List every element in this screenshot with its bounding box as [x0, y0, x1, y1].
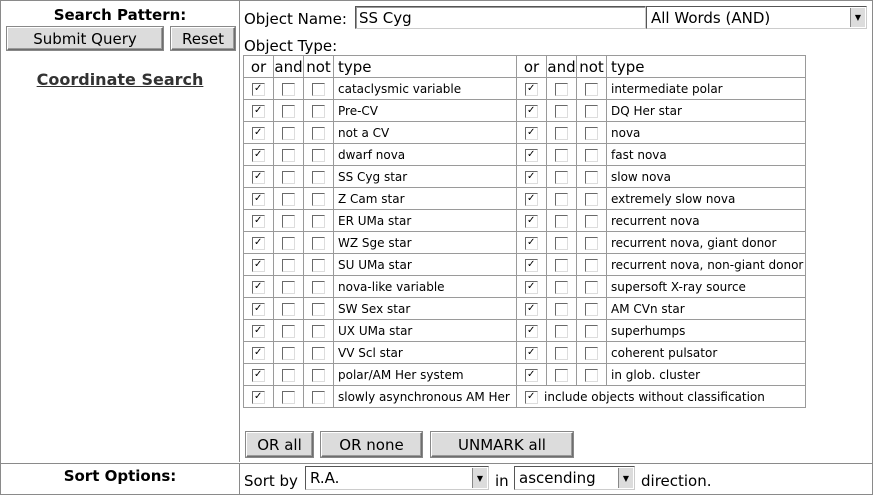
checked-checkbox[interactable]	[525, 303, 538, 316]
unchecked-checkbox[interactable]	[282, 281, 295, 294]
or-all-button[interactable]: OR all	[246, 432, 313, 457]
type-checkbox-cell	[517, 122, 547, 144]
checked-checkbox[interactable]	[252, 149, 265, 162]
unchecked-checkbox[interactable]	[312, 281, 325, 294]
header-not: not	[304, 56, 334, 78]
unchecked-checkbox[interactable]	[585, 105, 598, 118]
type-checkbox-cell	[577, 342, 607, 364]
unchecked-checkbox[interactable]	[585, 325, 598, 338]
unchecked-checkbox[interactable]	[312, 149, 325, 162]
unchecked-checkbox[interactable]	[312, 259, 325, 272]
sort-options-label-cell	[1, 464, 240, 495]
type-checkbox-cell	[274, 210, 304, 232]
type-name: Pre-CV	[334, 100, 517, 122]
header-not: not	[577, 56, 607, 78]
type-name: DQ Her star	[607, 100, 806, 122]
chevron-down-icon: ▼	[472, 468, 487, 488]
type-row	[244, 386, 806, 408]
type-checkbox-cell	[244, 100, 274, 122]
unchecked-checkbox[interactable]	[282, 259, 295, 272]
type-checkbox-cell	[304, 210, 334, 232]
checked-checkbox[interactable]	[252, 347, 265, 360]
checked-checkbox[interactable]	[525, 325, 538, 338]
type-checkbox-cell	[274, 342, 304, 364]
type-checkbox-cell	[577, 78, 607, 100]
unchecked-checkbox[interactable]	[555, 259, 568, 272]
unchecked-checkbox[interactable]	[555, 171, 568, 184]
unchecked-checkbox[interactable]	[555, 83, 568, 96]
checked-checkbox[interactable]	[252, 127, 265, 140]
object-type-label: Object Type:	[244, 37, 338, 55]
chevron-down-icon: ▼	[850, 8, 865, 27]
type-checkbox-cell	[274, 254, 304, 276]
type-name: nova-like variable	[334, 276, 517, 298]
type-checkbox-cell	[517, 254, 547, 276]
type-name: SU UMa star	[334, 254, 517, 276]
type-checkbox-cell	[547, 232, 577, 254]
checked-checkbox[interactable]	[525, 83, 538, 96]
unchecked-checkbox[interactable]	[282, 237, 295, 250]
type-checkbox-cell	[244, 144, 274, 166]
unchecked-checkbox[interactable]	[585, 347, 598, 360]
type-name: VV Scl star	[334, 342, 517, 364]
checked-checkbox[interactable]	[525, 237, 538, 250]
unmark-all-button[interactable]: UNMARK all	[431, 432, 573, 457]
unchecked-checkbox[interactable]	[555, 215, 568, 228]
type-checkbox-cell	[517, 320, 547, 342]
match-mode-value: All Words (AND)	[651, 8, 771, 27]
type-checkbox-cell	[274, 100, 304, 122]
type-checkbox-cell	[517, 100, 547, 122]
type-row	[244, 144, 806, 166]
type-checkbox-cell	[517, 78, 547, 100]
unchecked-checkbox[interactable]	[312, 237, 325, 250]
type-checkbox-cell	[547, 342, 577, 364]
checked-checkbox[interactable]	[525, 369, 538, 382]
unchecked-checkbox[interactable]	[282, 127, 295, 140]
type-checkbox-cell	[304, 100, 334, 122]
unchecked-checkbox[interactable]	[585, 193, 598, 206]
type-checkbox-cell	[244, 342, 274, 364]
unchecked-checkbox[interactable]	[282, 303, 295, 316]
type-checkbox-cell	[577, 298, 607, 320]
type-checkbox-cell	[244, 298, 274, 320]
type-checkbox-cell	[274, 298, 304, 320]
unchecked-checkbox[interactable]	[585, 171, 598, 184]
type-checkbox-cell	[274, 276, 304, 298]
type-checkbox-cell	[517, 298, 547, 320]
type-checkbox-cell	[547, 144, 577, 166]
type-checkbox-cell	[244, 320, 274, 342]
type-name: fast nova	[607, 144, 806, 166]
type-name: slowly asynchronous AM Her	[334, 386, 517, 408]
type-name: AM CVn star	[607, 298, 806, 320]
type-name: coherent pulsator	[607, 342, 806, 364]
or-none-button[interactable]: OR none	[321, 432, 422, 457]
type-checkbox-cell	[304, 144, 334, 166]
type-checkbox-cell	[577, 364, 607, 386]
type-checkbox-cell	[547, 166, 577, 188]
type-checkbox-cell	[577, 122, 607, 144]
header-or: or	[244, 56, 274, 78]
type-checkbox-cell	[517, 276, 547, 298]
unchecked-checkbox[interactable]	[312, 105, 325, 118]
unchecked-checkbox[interactable]	[282, 83, 295, 96]
type-row	[244, 364, 806, 386]
unchecked-checkbox[interactable]	[555, 281, 568, 294]
type-checkbox-cell	[547, 276, 577, 298]
checked-checkbox[interactable]	[252, 193, 265, 206]
type-checkbox-cell	[304, 166, 334, 188]
sort-order-value: ascending	[519, 469, 596, 487]
unchecked-checkbox[interactable]	[555, 237, 568, 250]
unchecked-checkbox[interactable]	[585, 303, 598, 316]
in-label: in	[495, 472, 509, 490]
type-checkbox-cell	[244, 78, 274, 100]
sort-by-select[interactable]	[305, 466, 489, 490]
type-name: SS Cyg star	[334, 166, 517, 188]
include-unclassified-label: include objects without classification	[544, 389, 765, 404]
type-name: extremely slow nova	[607, 188, 806, 210]
type-name: not a CV	[334, 122, 517, 144]
sort-by-value: R.A.	[310, 469, 340, 487]
type-checkbox-cell	[517, 144, 547, 166]
type-checkbox-cell	[517, 342, 547, 364]
header-type: type	[334, 56, 517, 78]
header-or: or	[517, 56, 547, 78]
type-row	[244, 298, 806, 320]
sort-options-title: Sort Options:	[63, 467, 177, 485]
type-name: superhumps	[607, 320, 806, 342]
type-checkbox-cell	[304, 342, 334, 364]
include-unclassified-cell	[517, 386, 806, 408]
unchecked-checkbox[interactable]	[282, 171, 295, 184]
type-name: slow nova	[607, 166, 806, 188]
checked-checkbox[interactable]	[525, 193, 538, 206]
unchecked-checkbox[interactable]	[312, 347, 325, 360]
type-checkbox-cell	[517, 232, 547, 254]
type-checkbox-cell	[547, 320, 577, 342]
unchecked-checkbox[interactable]	[555, 127, 568, 140]
unchecked-checkbox[interactable]	[282, 149, 295, 162]
checked-checkbox[interactable]	[525, 259, 538, 272]
unchecked-checkbox[interactable]	[312, 171, 325, 184]
type-checkbox-cell	[517, 166, 547, 188]
left-panel	[1, 1, 240, 462]
type-checkbox-cell	[577, 320, 607, 342]
unchecked-checkbox[interactable]	[282, 215, 295, 228]
type-checkbox-cell	[517, 188, 547, 210]
checked-checkbox[interactable]	[252, 171, 265, 184]
type-checkbox-cell	[274, 386, 304, 408]
type-checkbox-cell	[304, 122, 334, 144]
type-checkbox-cell	[517, 210, 547, 232]
type-checkbox-cell	[304, 254, 334, 276]
header-row	[244, 56, 806, 78]
unchecked-checkbox[interactable]	[312, 369, 325, 382]
unchecked-checkbox[interactable]	[312, 83, 325, 96]
type-checkbox-cell	[517, 364, 547, 386]
type-checkbox-cell	[547, 298, 577, 320]
unchecked-checkbox[interactable]	[312, 127, 325, 140]
type-checkbox-cell	[244, 122, 274, 144]
type-checkbox-cell	[274, 232, 304, 254]
unchecked-checkbox[interactable]	[585, 237, 598, 250]
unchecked-checkbox[interactable]	[585, 83, 598, 96]
unchecked-checkbox[interactable]	[585, 281, 598, 294]
type-checkbox-cell	[274, 188, 304, 210]
type-row	[244, 342, 806, 364]
type-name: intermediate polar	[607, 78, 806, 100]
checked-checkbox[interactable]	[525, 149, 538, 162]
type-checkbox-cell	[244, 166, 274, 188]
checked-checkbox[interactable]	[252, 303, 265, 316]
checked-checkbox[interactable]	[252, 325, 265, 338]
type-name: recurrent nova, non-giant donor	[607, 254, 806, 276]
unchecked-checkbox[interactable]	[555, 149, 568, 162]
sort-by-label: Sort by	[244, 472, 298, 490]
type-checkbox-cell	[304, 364, 334, 386]
unchecked-checkbox[interactable]	[585, 127, 598, 140]
type-checkbox-cell	[547, 364, 577, 386]
include-unclassified-checkbox[interactable]	[525, 391, 538, 404]
header-type: type	[607, 56, 806, 78]
type-checkbox-cell	[577, 144, 607, 166]
unchecked-checkbox[interactable]	[555, 347, 568, 360]
direction-label: direction.	[641, 472, 712, 490]
type-name: SW Sex star	[334, 298, 517, 320]
type-checkbox-cell	[274, 166, 304, 188]
type-row	[244, 122, 806, 144]
type-checkbox-cell	[577, 254, 607, 276]
type-name: ER UMa star	[334, 210, 517, 232]
unchecked-checkbox[interactable]	[555, 193, 568, 206]
unchecked-checkbox[interactable]	[555, 303, 568, 316]
type-row	[244, 320, 806, 342]
type-checkbox-cell	[577, 276, 607, 298]
type-checkbox-cell	[577, 210, 607, 232]
type-checkbox-cell	[577, 188, 607, 210]
type-checkbox-cell	[547, 122, 577, 144]
unchecked-checkbox[interactable]	[312, 303, 325, 316]
match-mode-select[interactable]	[646, 6, 867, 29]
type-checkbox-cell	[304, 78, 334, 100]
type-checkbox-cell	[547, 78, 577, 100]
type-name: cataclysmic variable	[334, 78, 517, 100]
checked-checkbox[interactable]	[252, 259, 265, 272]
checked-checkbox[interactable]	[252, 369, 265, 382]
type-row	[244, 166, 806, 188]
type-checkbox-cell	[244, 232, 274, 254]
unchecked-checkbox[interactable]	[312, 193, 325, 206]
unchecked-checkbox[interactable]	[282, 391, 295, 404]
type-checkbox-cell	[304, 276, 334, 298]
type-checkbox-cell	[274, 122, 304, 144]
unchecked-checkbox[interactable]	[555, 105, 568, 118]
checked-checkbox[interactable]	[525, 347, 538, 360]
type-checkbox-cell	[547, 188, 577, 210]
type-checkbox-cell	[577, 100, 607, 122]
type-checkbox-cell	[304, 232, 334, 254]
type-checkbox-cell	[274, 144, 304, 166]
checked-checkbox[interactable]	[525, 171, 538, 184]
header-and: and	[547, 57, 576, 76]
type-name: recurrent nova, giant donor	[607, 232, 806, 254]
type-checkbox-cell	[304, 188, 334, 210]
type-name: UX UMa star	[334, 320, 517, 342]
sort-options-row	[1, 463, 872, 495]
type-row	[244, 254, 806, 276]
chevron-down-icon: ▼	[618, 468, 633, 488]
unchecked-checkbox[interactable]	[585, 215, 598, 228]
unchecked-checkbox[interactable]	[585, 149, 598, 162]
type-checkbox-cell	[274, 320, 304, 342]
type-name: polar/AM Her system	[334, 364, 517, 386]
unchecked-checkbox[interactable]	[555, 325, 568, 338]
checked-checkbox[interactable]	[252, 391, 265, 404]
type-row	[244, 188, 806, 210]
type-name: dwarf nova	[334, 144, 517, 166]
type-checkbox-cell	[304, 298, 334, 320]
type-checkbox-cell	[304, 386, 334, 408]
type-name: recurrent nova	[607, 210, 806, 232]
header-and: and	[274, 57, 303, 76]
type-checkbox-cell	[547, 254, 577, 276]
type-row	[244, 276, 806, 298]
type-name: WZ Sge star	[334, 232, 517, 254]
unchecked-checkbox[interactable]	[282, 369, 295, 382]
unchecked-checkbox[interactable]	[282, 325, 295, 338]
checked-checkbox[interactable]	[252, 215, 265, 228]
unchecked-checkbox[interactable]	[282, 193, 295, 206]
type-checkbox-cell	[244, 188, 274, 210]
unchecked-checkbox[interactable]	[312, 391, 325, 404]
type-checkbox-cell	[244, 210, 274, 232]
reset-button[interactable]: Reset	[171, 27, 235, 50]
type-row	[244, 210, 806, 232]
unchecked-checkbox[interactable]	[312, 215, 325, 228]
sort-order-select[interactable]	[514, 466, 635, 490]
type-checkbox-cell	[577, 232, 607, 254]
checked-checkbox[interactable]	[525, 105, 538, 118]
type-checkbox-cell	[547, 100, 577, 122]
checked-checkbox[interactable]	[525, 281, 538, 294]
unchecked-checkbox[interactable]	[282, 347, 295, 360]
submit-query-button[interactable]: Submit Query	[7, 27, 163, 50]
checked-checkbox[interactable]	[525, 127, 538, 140]
type-row	[244, 100, 806, 122]
search-pattern-title: Search Pattern:	[53, 6, 187, 24]
type-row	[244, 78, 806, 100]
type-checkbox-cell	[244, 364, 274, 386]
type-checkbox-cell	[274, 78, 304, 100]
object-type-table	[243, 55, 806, 408]
object-name-input[interactable]: SS Cyg	[355, 6, 646, 29]
unchecked-checkbox[interactable]	[585, 369, 598, 382]
checked-checkbox[interactable]	[252, 281, 265, 294]
type-row	[244, 232, 806, 254]
checked-checkbox[interactable]	[252, 237, 265, 250]
checked-checkbox[interactable]	[252, 83, 265, 96]
unchecked-checkbox[interactable]	[555, 369, 568, 382]
type-name: nova	[607, 122, 806, 144]
checked-checkbox[interactable]	[252, 105, 265, 118]
type-checkbox-cell	[244, 276, 274, 298]
type-checkbox-cell	[244, 254, 274, 276]
unchecked-checkbox[interactable]	[282, 105, 295, 118]
checked-checkbox[interactable]	[525, 215, 538, 228]
type-checkbox-cell	[577, 166, 607, 188]
type-checkbox-cell	[547, 210, 577, 232]
type-checkbox-cell	[244, 386, 274, 408]
unchecked-checkbox[interactable]	[312, 325, 325, 338]
type-name: in glob. cluster	[607, 364, 806, 386]
type-name: Z Cam star	[334, 188, 517, 210]
object-name-label: Object Name:	[244, 10, 347, 28]
unchecked-checkbox[interactable]	[585, 259, 598, 272]
type-name: supersoft X-ray source	[607, 276, 806, 298]
type-checkbox-cell	[274, 364, 304, 386]
coordinate-search-link[interactable]: Coordinate Search	[36, 70, 204, 89]
type-checkbox-cell	[304, 320, 334, 342]
